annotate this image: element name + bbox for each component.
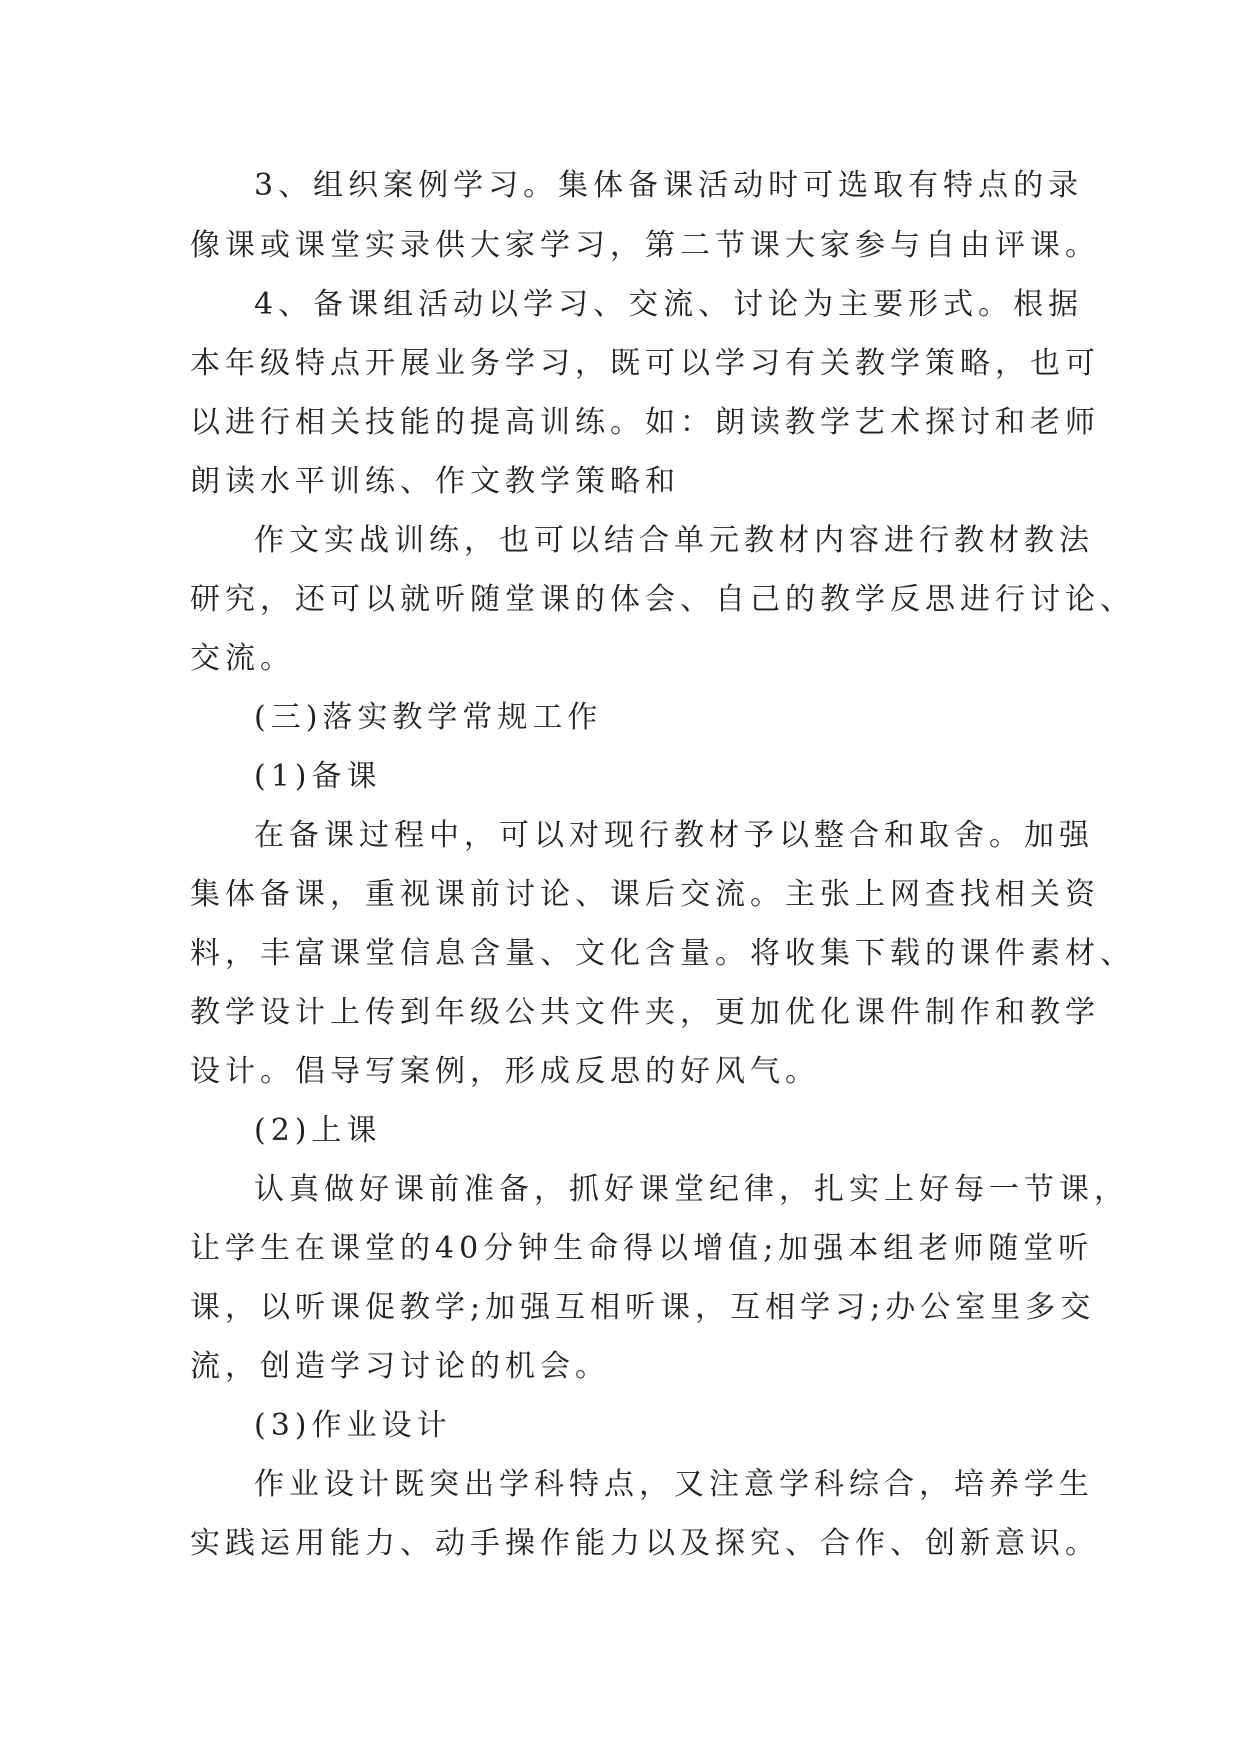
subsection-heading: (3)作业设计 [254,1408,452,1443]
subsection-heading: (1)备课 [254,759,382,794]
text-line: 4、备课组活动以学习、交流、讨论为主要形式。根据 [254,287,1084,322]
text-line: 在备课过程中，可以对现行教材予以整合和取舍。加强 [254,818,1094,853]
text-line: 料，丰富课堂信息含量、文化含量。将收集下载的课件素材、 [190,936,1135,971]
text-line: 作文实战训练，也可以结合单元教材内容进行教材教法 [254,523,1094,558]
text-line: 本年级特点开展业务学习，既可以学习有关教学策略，也可 [190,346,1100,381]
text-line: 研究，还可以就听随堂课的体会、自己的教学反思进行讨论、 [190,582,1135,617]
text-line: 教学设计上传到年级公共文件夹，更加优化课件制作和教学 [190,995,1100,1030]
text-line: 课，以听课促教学;加强互相听课，互相学习;办公室里多交 [190,1290,1096,1325]
text-line: 流，创造学习讨论的机会。 [190,1349,610,1384]
text-line: 认真做好课前准备，抓好课堂纪律，扎实上好每一节课， [254,1172,1129,1207]
section-heading: (三)落实教学常规工作 [254,700,603,735]
text-line: 朗读水平训练、作文教学策略和 [190,464,680,499]
text-line: 3、组织案例学习。集体备课活动时可选取有特点的录 [254,168,1084,203]
text-line: 作业设计既突出学科特点，又注意学科综合，培养学生 [254,1467,1094,1502]
text-line: 交流。 [190,641,295,676]
text-line: 设计。倡导写案例，形成反思的好风气。 [190,1054,820,1089]
text-line: 实践运用能力、动手操作能力以及探究、合作、创新意识。 [190,1526,1100,1561]
text-line: 以进行相关技能的提高训练。如：朗读教学艺术探讨和老师 [190,405,1100,440]
subsection-heading: (2)上课 [254,1113,382,1148]
text-line: 像课或课堂实录供大家学习，第二节课大家参与自由评课。 [190,228,1100,263]
text-line: 集体备课，重视课前讨论、课后交流。主张上网查找相关资 [190,877,1100,912]
text-line: 让学生在课堂的40分钟生命得以增值;加强本组老师随堂听 [190,1231,1094,1266]
